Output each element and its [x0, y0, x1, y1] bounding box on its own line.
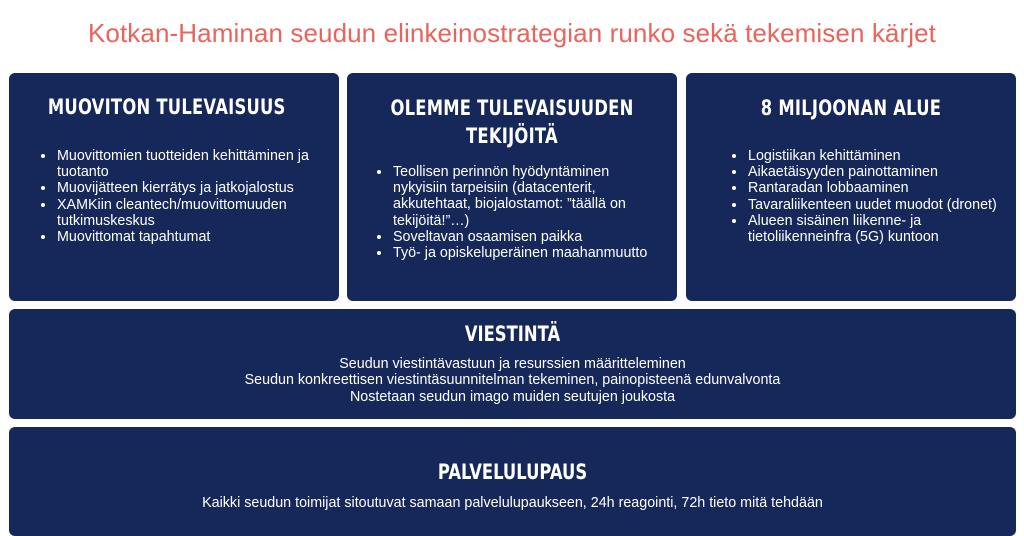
list-item: Muovijätteen kierrätys ja jatkojalostus: [37, 180, 322, 196]
list-item: XAMKiin cleantech/muovittomuuden tutkimuskeskus: [37, 197, 322, 229]
section-line: Kaikki seudun toimijat sitoutuvat samaan palvelulupaukseen, 24h reagointi, 72h tieto mitä tehdään: [202, 495, 823, 511]
list-item: Rantaradan lobbaaminen: [728, 180, 998, 196]
page-title: Kotkan-Haminan seudun elinkeinostrategian runko sekä tekemisen kärjet: [87, 18, 937, 48]
section-lines: [9, 495, 1016, 511]
list-item: Logistiikan kehittäminen: [728, 148, 998, 164]
list-item: Alueen sisäinen liikenne- ja tietoliikenneinfra (5G) kuntoon: [728, 213, 998, 245]
list-item: Työ- ja opiskeluperäinen maahanmuutto: [373, 245, 658, 261]
list-item: Muovittomat tapahtumat: [37, 229, 322, 245]
viestinta-section: [9, 309, 1016, 419]
list-item: Muovittomien tuotteiden kehittäminen ja tuotanto: [37, 148, 322, 180]
palvelulupaus-section: [9, 427, 1016, 536]
column-heading: OLEMME TULEVAISUUDEN TEKIJÖITÄ: [390, 96, 634, 148]
column-bullet-list: [728, 148, 998, 245]
column-8-miljoonan-alue: [686, 73, 1016, 301]
column-heading: MUOVITON TULEVAISUUS: [47, 95, 286, 119]
list-item: Aikaetäisyyden painottaminen: [728, 164, 998, 180]
list-item: Tavaraliikenteen uudet muodot (dronet): [728, 197, 998, 213]
section-line: Nostetaan seudun imago muiden seutujen joukosta: [349, 388, 676, 405]
section-heading: PALVELULUPAUS: [437, 460, 588, 484]
column-tulevaisuuden-tekijoita: [347, 73, 677, 301]
section-line: Seudun viestintävastuun ja resurssien määritteleminen: [339, 356, 686, 372]
section-heading: VIESTINTÄ: [464, 322, 561, 346]
list-item: Teollisen perinnön hyödyntäminen nykyisiin tarpeisiin (datacenterit, akkutehtaat, biojalostamot: ”täällä on tekijöitä!”…): [373, 164, 658, 229]
column-bullet-list: [37, 148, 322, 245]
column-bullet-list: [373, 164, 658, 261]
column-muoviton-tulevaisuus: [9, 73, 339, 301]
column-heading: 8 MILJOONAN ALUE: [760, 96, 942, 120]
section-line: Seudun konkreettisen viestintäsuunnitelman tekeminen, painopisteenä edunvalvonta: [244, 372, 781, 389]
section-lines: [9, 356, 1016, 405]
list-item: Soveltavan osaamisen paikka: [373, 229, 658, 245]
